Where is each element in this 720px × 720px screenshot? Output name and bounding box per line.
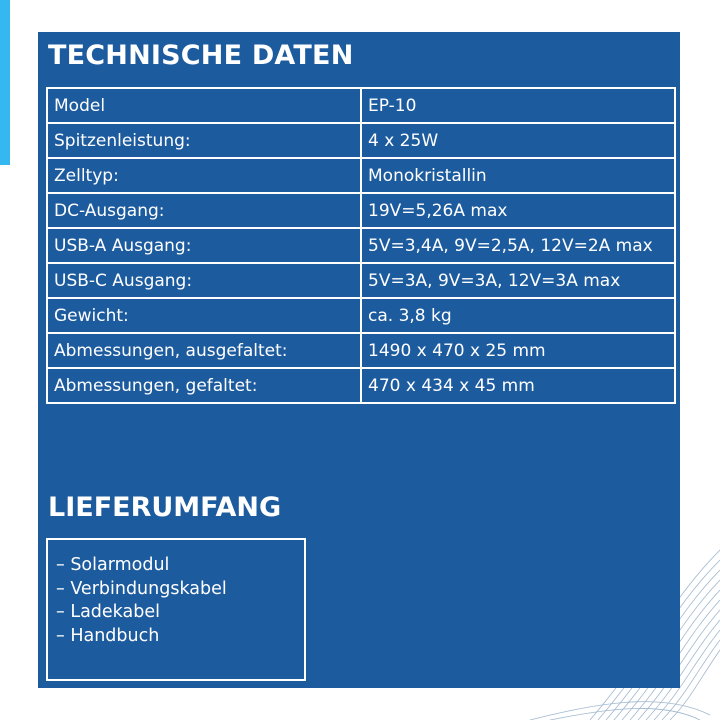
specs-table bbox=[46, 87, 676, 404]
spec-value: Monokristallin bbox=[361, 158, 675, 193]
spec-key: Gewicht: bbox=[47, 298, 361, 333]
accent-bar bbox=[0, 0, 10, 165]
table-row bbox=[47, 193, 675, 228]
spec-key: Model bbox=[47, 88, 361, 123]
scope-list bbox=[46, 538, 306, 681]
table-row bbox=[47, 263, 675, 298]
spec-key: USB-C Ausgang: bbox=[47, 263, 361, 298]
spec-value: 5V=3A, 9V=3A, 12V=3A max bbox=[361, 263, 675, 298]
list-item: – Ladekabel bbox=[56, 602, 160, 622]
spec-value: 5V=3,4A, 9V=2,5A, 12V=2A max bbox=[361, 228, 675, 263]
table-row bbox=[47, 298, 675, 333]
table-row bbox=[47, 368, 675, 403]
spec-key: USB-A Ausgang: bbox=[47, 228, 361, 263]
spec-key: Abmessungen, gefaltet: bbox=[47, 368, 361, 403]
table-row bbox=[47, 228, 675, 263]
list-item: – Handbuch bbox=[56, 625, 160, 646]
spec-value: ca. 3,8 kg bbox=[361, 298, 675, 333]
list-item: – Verbindungskabel bbox=[56, 578, 227, 599]
table-row bbox=[47, 88, 675, 123]
spec-value: 1490 x 470 x 25 mm bbox=[361, 333, 675, 368]
specs-heading: TECHNISCHE DATEN bbox=[48, 40, 354, 71]
table-row bbox=[47, 333, 675, 368]
spec-panel bbox=[38, 32, 680, 688]
spec-value: 4 x 25W bbox=[361, 123, 675, 158]
table-row bbox=[47, 158, 675, 193]
list-item: – Solarmodul bbox=[56, 555, 170, 575]
spec-value: 19V=5,26A max bbox=[361, 193, 675, 228]
spec-key: Spitzenleistung: bbox=[47, 123, 361, 158]
scope-heading: LIEFERUMFANG bbox=[48, 492, 282, 523]
spec-key: Abmessungen, ausgefaltet: bbox=[47, 333, 361, 368]
spec-key: Zelltyp: bbox=[47, 158, 361, 193]
table-row bbox=[47, 123, 675, 158]
spec-value: EP-10 bbox=[361, 88, 675, 123]
spec-key: DC-Ausgang: bbox=[47, 193, 361, 228]
spec-value: 470 x 434 x 45 mm bbox=[361, 368, 675, 403]
